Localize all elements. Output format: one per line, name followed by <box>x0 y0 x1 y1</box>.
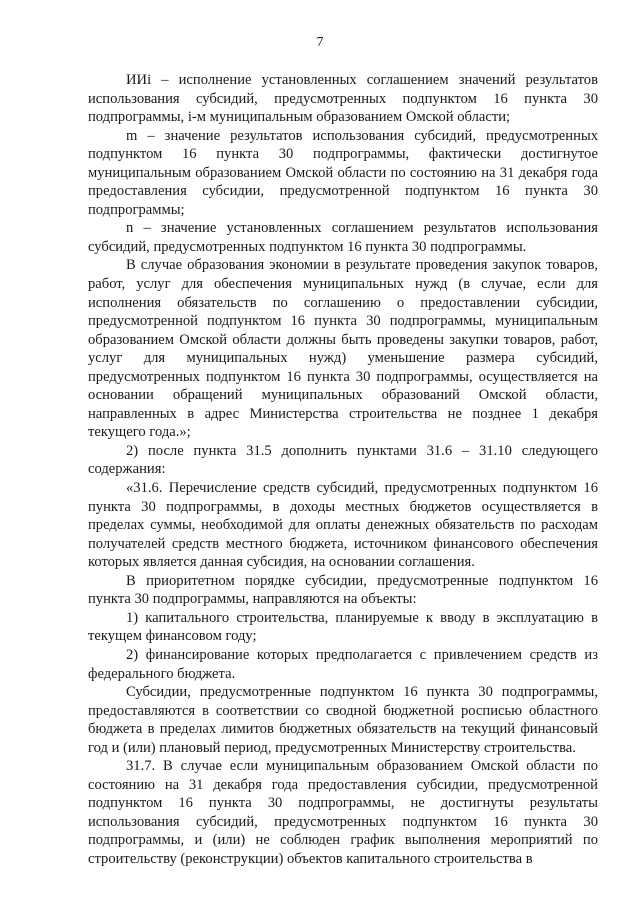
paragraph-amendment-2: 2) после пункта 31.5 дополнить пунктами 31.6 – 31.10 следующего содержания: <box>88 442 598 478</box>
paragraph-n-definition: n – значение установленных соглашением результатов использования субсидий, предусмотренных подпунктом 16 пункта 30 подпрограммы. <box>88 220 598 255</box>
paragraph-priority-item-1: 1) капитального строительства, планируемые к вводу в эксплуатацию в текущем финансовом году; <box>88 609 598 645</box>
document-body <box>88 71 598 869</box>
paragraph-priority: В приоритетном порядке субсидии, предусмотренные подпунктом 16 пункта 30 подпрограммы, направляются на объекты: <box>88 572 598 608</box>
paragraph-priority-item-2: 2) финансирование которых предполагается с привлечением средств из федерального бюджета. <box>88 646 598 682</box>
paragraph-m-definition: m – значение результатов использования субсидий, предусмотренных подпунктом 16 пункта 30 подпрограммы, фактически достигнутое муниципальным образованием Омской области по состоянию на 31 декабря года предоставления субсидии, предусмотренной подпунктом 16 пункта 30 подпрограммы; <box>88 127 598 218</box>
paragraph-iii-definition: ИИi – исполнение установленных соглашением значений результатов использования субсидий, предусмотренных подпунктом 16 пункта 30 подпрограммы, i-м муниципальным образованием Омской области; <box>88 72 598 126</box>
page-number: 7 <box>316 35 324 50</box>
paragraph-31-6: «31.6. Перечисление средств субсидий, предусмотренных подпунктом 16 пункта 30 подпрограммы, в доходы местных бюджетов осуществляется в пределах суммы, необходимой для оплаты денежных обязательств по расходам получателей средств местного бюджета, источником финансового обеспечения которых является данная субсидия, на основании соглашения. <box>88 480 598 571</box>
paragraph-savings: В случае образования экономии в результате проведения закупок товаров, работ, услуг для обеспечения муниципальных нужд (в случае, если для исполнения обязательств по соглашению о предоставлении субсидии, предусмотренной подпунктом 16 пункта 30 подпрограммы, муниципальным образованием Омской области должны быть проведены закупки товаров, работ, услуг для муниципальных нужд) уменьшение размера субсидий, предусмотренных подпунктом 16 пункта 30 подпрограммы, осуществляется на основании обращений муниципальных образований Омской области, направленных в адрес Министерства строительства не позднее 1 декабря текущего года.»; <box>88 257 598 441</box>
paragraph-31-7: 31.7. В случае если муниципальным образованием Омской области по состоянию на 31 декабря года предоставления субсидии, предусмотренной подпунктом 16 пункта 30 подпрограммы, не достигнуты результаты использования субсидий, предусмотренных подпунктом 16 пункта 30 подпрограммы, и (или) не соблюден график выполнения мероприятий по строительству (реконструкции) объектов капитального строительства в <box>88 758 598 867</box>
paragraph-subsidies-budget: Субсидии, предусмотренные подпунктом 16 пункта 30 подпрограммы, предоставляются в соответствии со сводной бюджетной росписью областного бюджета в пределах лимитов бюджетных обязательств на текущий финансовый год и (или) плановый период, предусмотренных Министерству строительства. <box>88 684 598 756</box>
